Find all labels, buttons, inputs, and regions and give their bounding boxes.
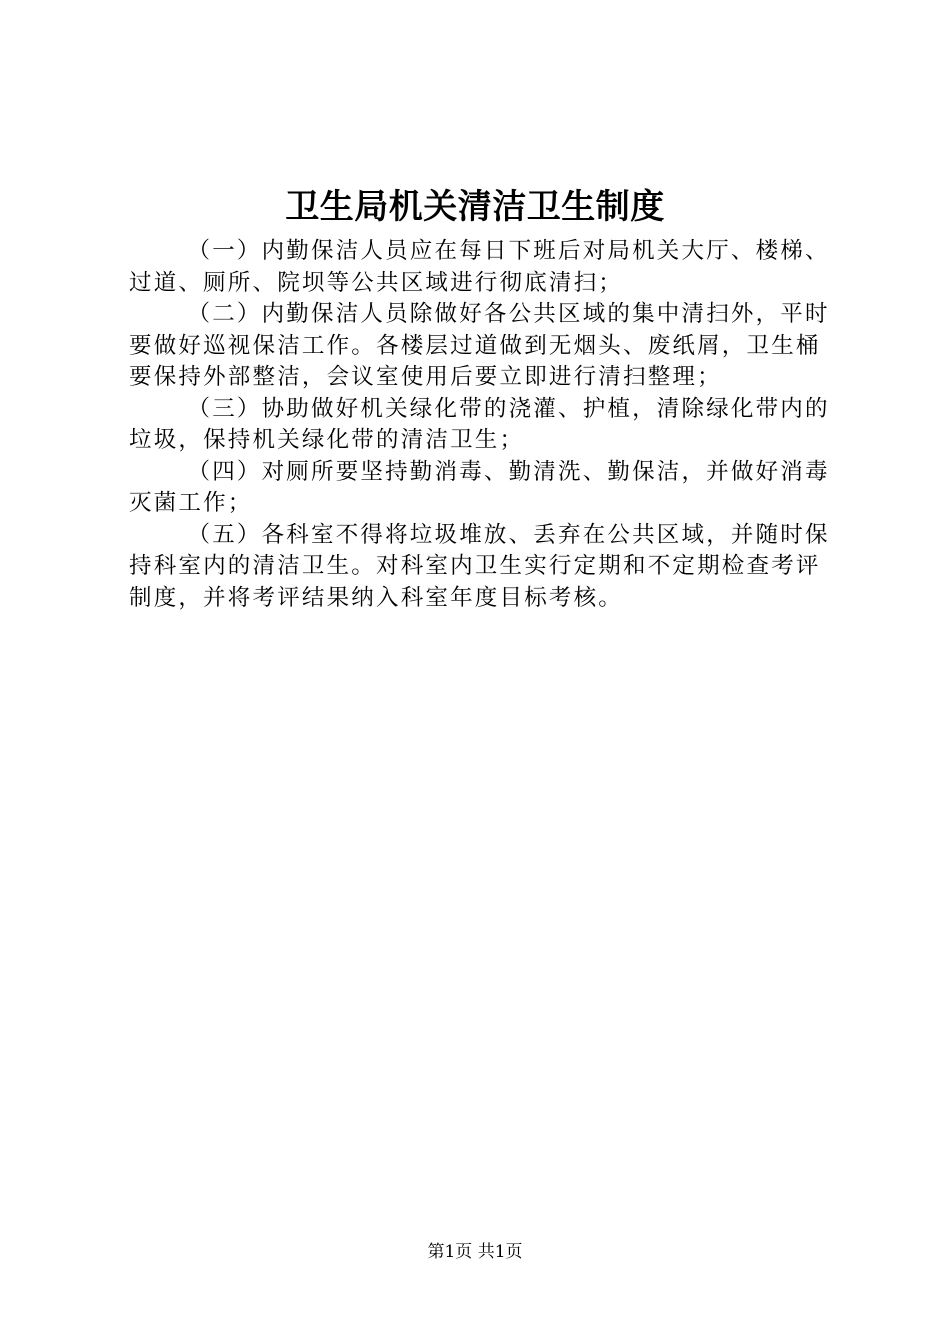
document-body [129,236,837,614]
paragraph-5: （五）各科室不得将垃圾堆放、丢弃在公共区域，并随时保持科室内的清洁卫生。对科室内卫生实行定期和不定期检查考评制度，并将考评结果纳入科室年度目标考核。 [129,521,830,611]
page-footer: 第1页 共1页 [427,1242,523,1262]
paragraph-2: （二）内勤保洁人员除做好各公共区域的集中清扫外，平时要做好巡视保洁工作。各楼层过道做到无烟头、废纸屑，卫生桶要保持外部整洁，会议室使用后要立即进行清扫整理； [129,301,830,390]
document-title: 卫生局机关清洁卫生制度 [285,187,665,227]
paragraph-1: （一）内勤保洁人员应在每日下班后对局机关大厅、楼梯、过道、厕所、院坝等公共区域进行彻底清扫； [129,238,830,296]
paragraph-3: （三）协助做好机关绿化带的浇灌、护植，清除绿化带内的垃圾，保持机关绿化带的清洁卫生； [129,395,830,453]
paragraph-4: （四）对厕所要坚持勤消毒、勤清洗、勤保洁，并做好消毒灭菌工作； [129,458,830,516]
